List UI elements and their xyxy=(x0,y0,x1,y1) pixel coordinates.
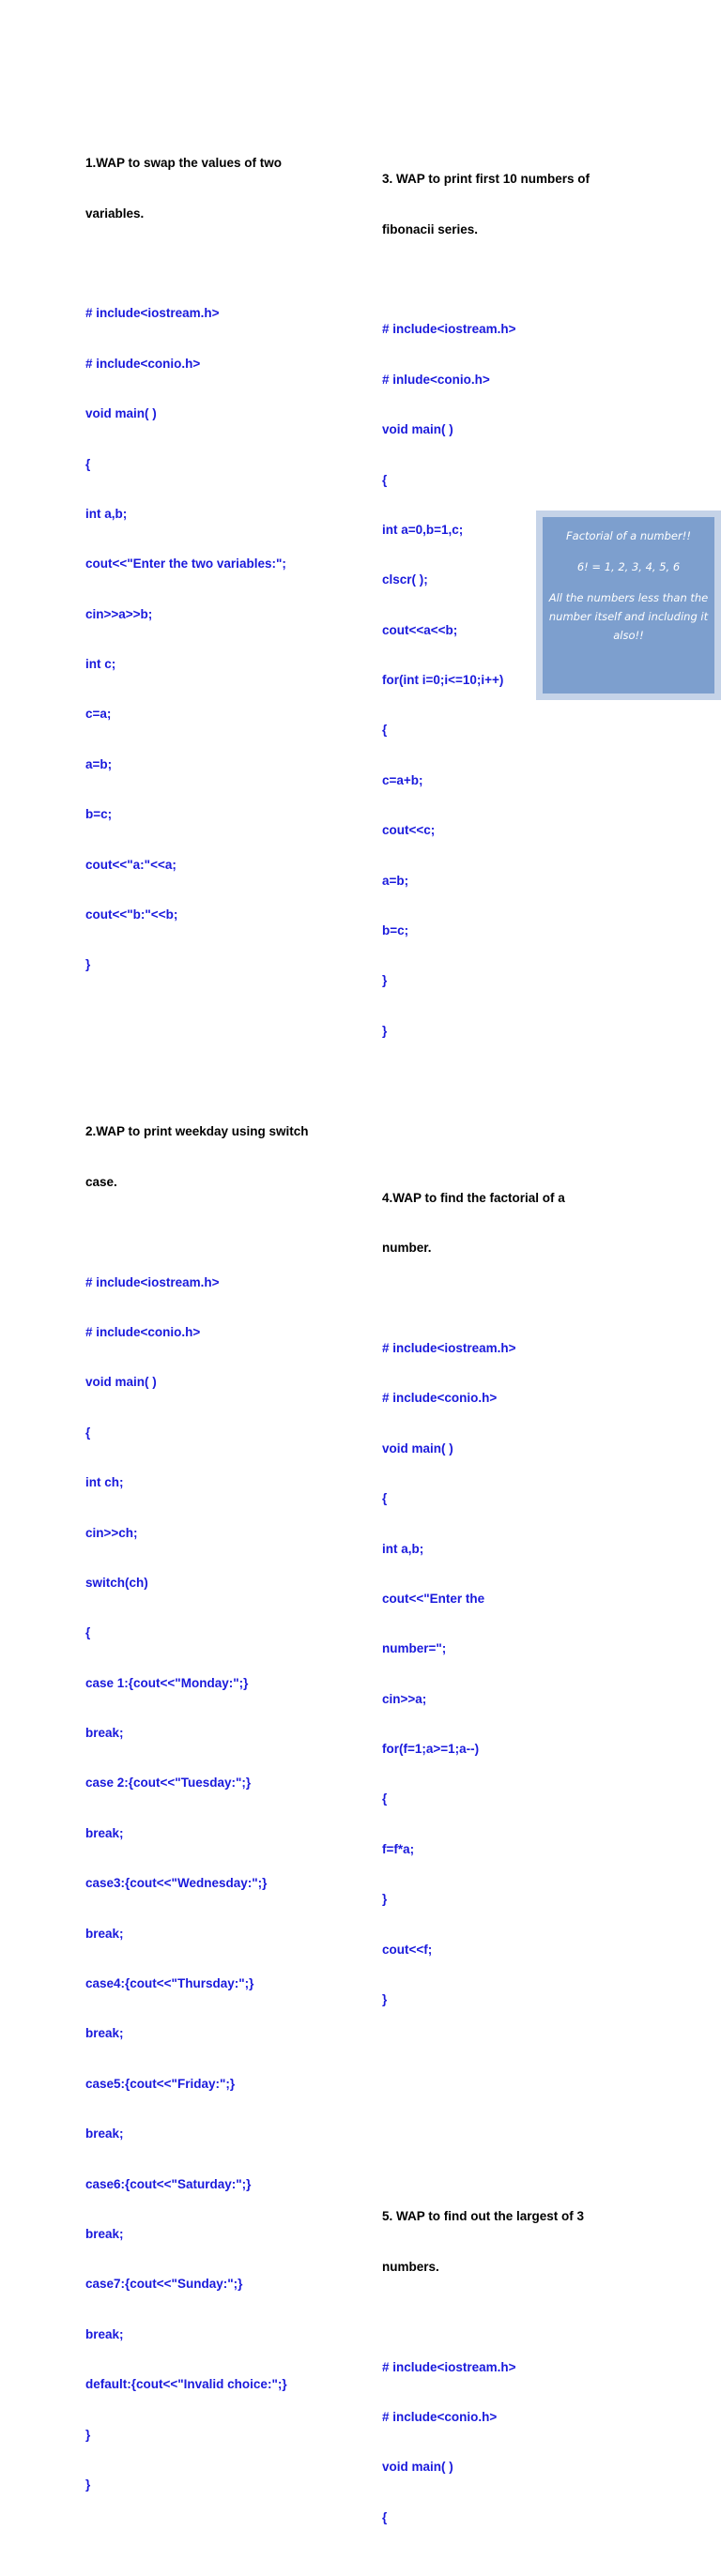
code-line: { xyxy=(382,472,388,487)
program-1-heading-line: 1.WAP to swap the values of two xyxy=(85,156,283,171)
code-line: } xyxy=(85,2427,91,2442)
program-2-heading-line: case. xyxy=(85,1174,117,1189)
code-line: cin>>a>>b; xyxy=(85,606,153,621)
code-line: cout<<"Enter the xyxy=(382,1591,485,1606)
program-1-heading-line: variables. xyxy=(85,206,145,221)
code-line: case 2:{cout<<"Tuesday:";} xyxy=(85,1776,252,1791)
code-line: int ch; xyxy=(85,1475,124,1490)
code-line: { xyxy=(382,723,388,738)
code-line: # include<conio.h> xyxy=(382,2409,498,2424)
code-line: void main( ) xyxy=(382,2460,453,2475)
code-line: # include<conio.h> xyxy=(85,1324,201,1339)
code-line: f=f*a; xyxy=(382,1841,415,1856)
program-5-heading-line: 5. WAP to find out the largest of 3 xyxy=(382,2209,585,2224)
program-2-heading-line: 2.WAP to print weekday using switch xyxy=(85,1124,309,1139)
code-line: case6:{cout<<"Saturday:";} xyxy=(85,2176,252,2191)
code-line: case7:{cout<<"Sunday:";} xyxy=(85,2277,243,2292)
code-line: void main( ) xyxy=(85,1375,157,1390)
factorial-callout-box xyxy=(536,511,721,700)
code-line: switch(ch) xyxy=(85,1575,148,1590)
code-line: clscr( ); xyxy=(382,572,428,587)
code-line: { xyxy=(382,1791,388,1806)
code-line: void main( ) xyxy=(382,422,453,437)
code-line: # inlude<conio.h> xyxy=(382,372,490,387)
code-line: break; xyxy=(85,2026,124,2041)
code-line: break; xyxy=(85,2227,124,2241)
code-line: } xyxy=(85,2477,91,2492)
code-line: cout<<f; xyxy=(382,1942,433,1957)
code-line: case4:{cout<<"Thursday:";} xyxy=(85,1976,254,1991)
code-line: { xyxy=(382,2509,388,2524)
code-line: } xyxy=(382,1892,388,1907)
code-line: cout<<c; xyxy=(382,823,436,838)
program-3-heading-line: 3. WAP to print first 10 numbers of xyxy=(382,172,591,187)
code-line: cout<<a<<b; xyxy=(382,622,458,637)
code-line: int a,b; xyxy=(382,1541,424,1556)
program-4-heading-line: number. xyxy=(382,1241,432,1256)
code-line: for(f=1;a>=1;a--) xyxy=(382,1742,480,1757)
code-line: int c; xyxy=(85,657,116,672)
code-line: } xyxy=(85,957,91,972)
code-line: break; xyxy=(85,2126,124,2142)
callout-note-line: All the numbers less than the xyxy=(548,591,709,604)
code-line: for(int i=0;i<=10;i++) xyxy=(382,673,504,688)
code-line: } xyxy=(382,973,388,988)
code-line: void main( ) xyxy=(382,1440,453,1456)
program-1 xyxy=(85,122,309,1007)
program-5 xyxy=(382,2175,590,2559)
callout-example: 6! = 1, 2, 3, 4, 5, 6 xyxy=(576,560,681,573)
program-4-heading-line: 4.WAP to find the factorial of a xyxy=(382,1190,565,1205)
code-line: int a=0,b=1,c; xyxy=(382,522,464,537)
code-line: { xyxy=(382,1491,388,1506)
callout-title: Factorial of a number!! xyxy=(566,529,691,542)
code-line: break; xyxy=(85,1926,124,1941)
code-line: a=b; xyxy=(85,756,113,771)
program-4 xyxy=(382,1156,590,2041)
code-line: # include<conio.h> xyxy=(382,1391,498,1406)
code-line: c=a+b; xyxy=(382,772,423,787)
code-line: # include<iostream.h> xyxy=(85,306,220,321)
program-5-heading-line: numbers. xyxy=(382,2259,439,2274)
code-line: case3:{cout<<"Wednesday:";} xyxy=(85,1876,268,1891)
code-line: int a,b; xyxy=(85,506,128,521)
factorial-callout-content xyxy=(543,517,714,694)
code-line: # include<iostream.h> xyxy=(382,2359,516,2374)
code-line: cin>>ch; xyxy=(85,1525,138,1540)
callout-note-line: also!! xyxy=(613,629,644,642)
code-line: # include<iostream.h> xyxy=(85,1274,220,1289)
code-line: cout<<"a:"<<a; xyxy=(85,857,176,872)
code-line: a=b; xyxy=(382,873,409,888)
code-line: cout<<"Enter the two variables:"; xyxy=(85,556,286,572)
code-line: break; xyxy=(85,1726,124,1741)
right-column xyxy=(382,104,590,2576)
code-line: c=a; xyxy=(85,707,112,722)
code-line: b=c; xyxy=(85,807,113,822)
code-line: case5:{cout<<"Friday:";} xyxy=(85,2076,236,2091)
code-line: break; xyxy=(85,2326,124,2341)
code-line: # include<iostream.h> xyxy=(382,322,516,337)
code-line: # include<conio.h> xyxy=(85,356,201,371)
program-3-heading-line: fibonacii series. xyxy=(382,221,479,236)
code-line: # include<iostream.h> xyxy=(382,1340,516,1355)
code-line: } xyxy=(382,1992,388,2007)
code-line: break; xyxy=(85,1825,124,1840)
code-line: cout<<"b:"<<b; xyxy=(85,907,178,922)
code-line: { xyxy=(85,1425,91,1440)
code-line: cin>>a; xyxy=(382,1691,427,1706)
code-line: b=c; xyxy=(382,923,409,938)
code-line: number="; xyxy=(382,1641,447,1656)
code-line: { xyxy=(85,456,91,471)
code-line: case 1:{cout<<"Monday:";} xyxy=(85,1675,249,1690)
code-line: { xyxy=(85,1625,91,1640)
left-column xyxy=(85,88,309,2543)
code-line: void main( ) xyxy=(85,406,157,421)
callout-note-line: number itself and including it xyxy=(548,610,709,623)
program-2 xyxy=(85,1090,309,2527)
code-line: default:{cout<<"Invalid choice:";} xyxy=(85,2377,287,2392)
code-line: } xyxy=(382,1023,388,1038)
